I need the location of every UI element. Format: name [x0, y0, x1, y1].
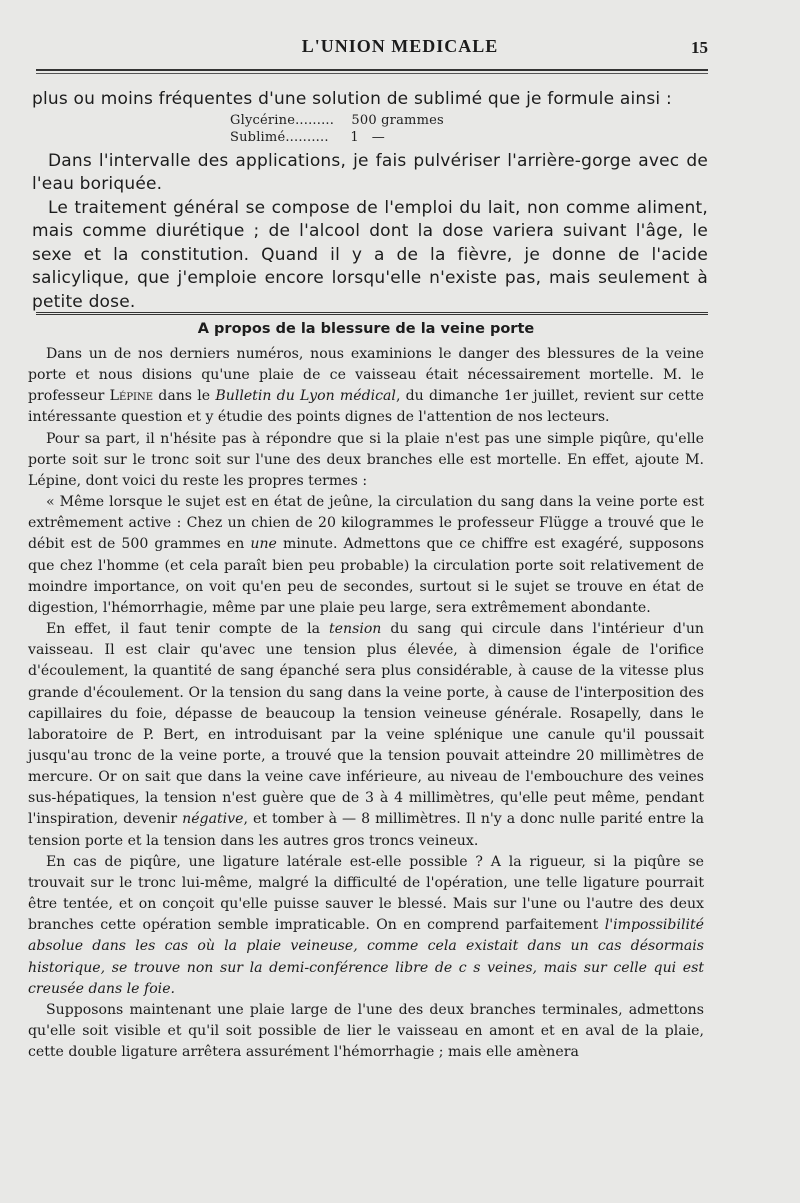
formula-line-sublime: Sublimé.......... 1 —	[230, 129, 385, 145]
section-separator	[36, 312, 708, 315]
paragraph-intro	[28, 344, 704, 429]
text: du sang qui circule dans l'intérieur d'un vaisseau. Il est clair qu'avec une tension plus élevée, à dimension égale de l'orifice d'écoulement, la quantité de sang épanché sera plus considérable, à cause de la vitesse plus grande d'écoulement. Or la tension du sang dans la veine porte, à cause de l'interposition des capillaires du foie, dépasse de beaucoup la tension veineuse générale. Rosapelly, dans le laboratoire de P. Bert, en introduisant par la veine splénique une canule qu'il poussait jusqu'au tronc de la veine porte, a trouvé que la tension pouvait atteindre 20 millimètres de mercure. Or on sait que dans la veine cave inférieure, au niveau de l'embouchure des veines sus-hépatiques, la tension n'est guère que de 3 à 4 millimètres, qu'elle peut même, pendant l'inspiration, devenir	[28, 621, 704, 828]
emphasis-une: une	[250, 536, 277, 553]
text: dans le	[153, 388, 216, 405]
paragraph-formula-intro: plus ou moins fréquentes d'une solution de sublimé que je formule ainsi :	[32, 89, 672, 109]
formula-line-glycerine: Glycérine......... 500 grammes	[230, 112, 444, 128]
author-name: Lépine	[109, 388, 154, 405]
header-rule-thin	[36, 73, 708, 74]
paragraph-quote	[28, 492, 704, 619]
paragraph-supposons: Supposons maintenant une plaie large de l'une des deux branches terminales, admettons qu'elle soit visible et qu'il soit possible de lier le vaisseau en amont et en aval de la plaie, cette double ligature arrêtera assurément l'hémorrhagie ; mais elle amènera	[28, 1001, 704, 1061]
formula	[230, 112, 708, 146]
paragraph-treatment: Le traitement général se compose de l'emploi du lait, non comme aliment, mais comme diurétique ; de l'alcool dont la dose variera suivant l'âge, le sexe et la constitution. Quand il y a de la fièvre, je donne de l'acide salicylique, que j'emploie encore lorsqu'elle n'existe pas, mais seulement à petite dose.	[32, 197, 708, 312]
italic-passage: l'impossibilité absolue dans les cas où la plaie veineuse, comme cela existait dans un cas désormais historique, se trouve non sur la demi-conférence libre de c s veines, mais sur celle qui est creusée dans le foie.	[28, 917, 704, 997]
page-number: 15	[691, 38, 708, 57]
text: , du dimanche 1er juillet, revient sur cette intéressante question et y étudie des points dignes de l'attention de nos lecteurs.	[28, 388, 704, 426]
journal-name: Bulletin du Lyon médical	[215, 388, 396, 405]
running-head	[0, 36, 800, 62]
continued-article	[32, 88, 708, 314]
paragraph-mortelle: Pour sa part, il n'hésite pas à répondre que si la plaie n'est pas une simple piqûre, qu'elle porte soit sur le tronc soit sur l'une des deux branches elle est mortelle. En effet, ajoute M. Lépine, dont voici du reste les propres termes :	[28, 430, 704, 489]
paragraph-applications: Dans l'intervalle des applications, je fais pulvériser l'arrière-gorge avec de l'eau boriquée.	[32, 150, 708, 194]
text: , et tomber à — 8 millimètres. Il n'y a donc nulle parité entre la tension porte et la tension dans les autres gros troncs veineux.	[28, 811, 704, 849]
emphasis-tension: tension	[329, 621, 382, 638]
journal-title: L'UNION MEDICALE	[301, 36, 499, 56]
text: En effet, il faut tenir compte de la	[46, 621, 329, 638]
text: En cas de piqûre, une ligature latérale est-elle possible ? A la rigueur, si la piqûre se trouvait sur le tronc lui-même, malgré la difficulté de l'opération, une telle ligature pourrait être tentée, et on conçoit qu'elle puisse sauver le blessé. Mais sur l'une ou l'autre des deux branches cette opération semble impraticable. On en comprend parfaitement	[28, 853, 704, 934]
text: Dans un de nos derniers numéros, nous examinions le danger des blessures de la veine porte et nous disions qu'une plaie de ce vaisseau était nécessairement mortelle. M. le professeur	[28, 346, 704, 405]
text: minute. Admettons que ce chiffre est exagéré, supposons que chez l'homme (et cela paraît bien peu probable) la circulation porte soit relativement de moindre importance, on voit qu'en peu de secondes, surtout si le sujet se trouve en état de digestion, l'hémorrhagie, même par une plaie peu large, sera extrêmement abondante.	[28, 536, 704, 616]
emphasis-negative: négative	[182, 811, 244, 828]
header-rule	[36, 69, 708, 71]
article-veine-porte	[28, 318, 704, 1063]
paragraph-tension	[28, 619, 704, 852]
article-title: A propos de la blessure de la veine porte	[197, 321, 535, 337]
paragraph-ligature	[28, 852, 704, 1000]
text: « Même lorsque le sujet est en état de jeûne, la circulation du sang dans la veine porte est extrêmement active : Chez un chien de 20 kilogrammes le professeur Flügge a trouvé que le débit est de 500 grammes en	[28, 494, 704, 553]
